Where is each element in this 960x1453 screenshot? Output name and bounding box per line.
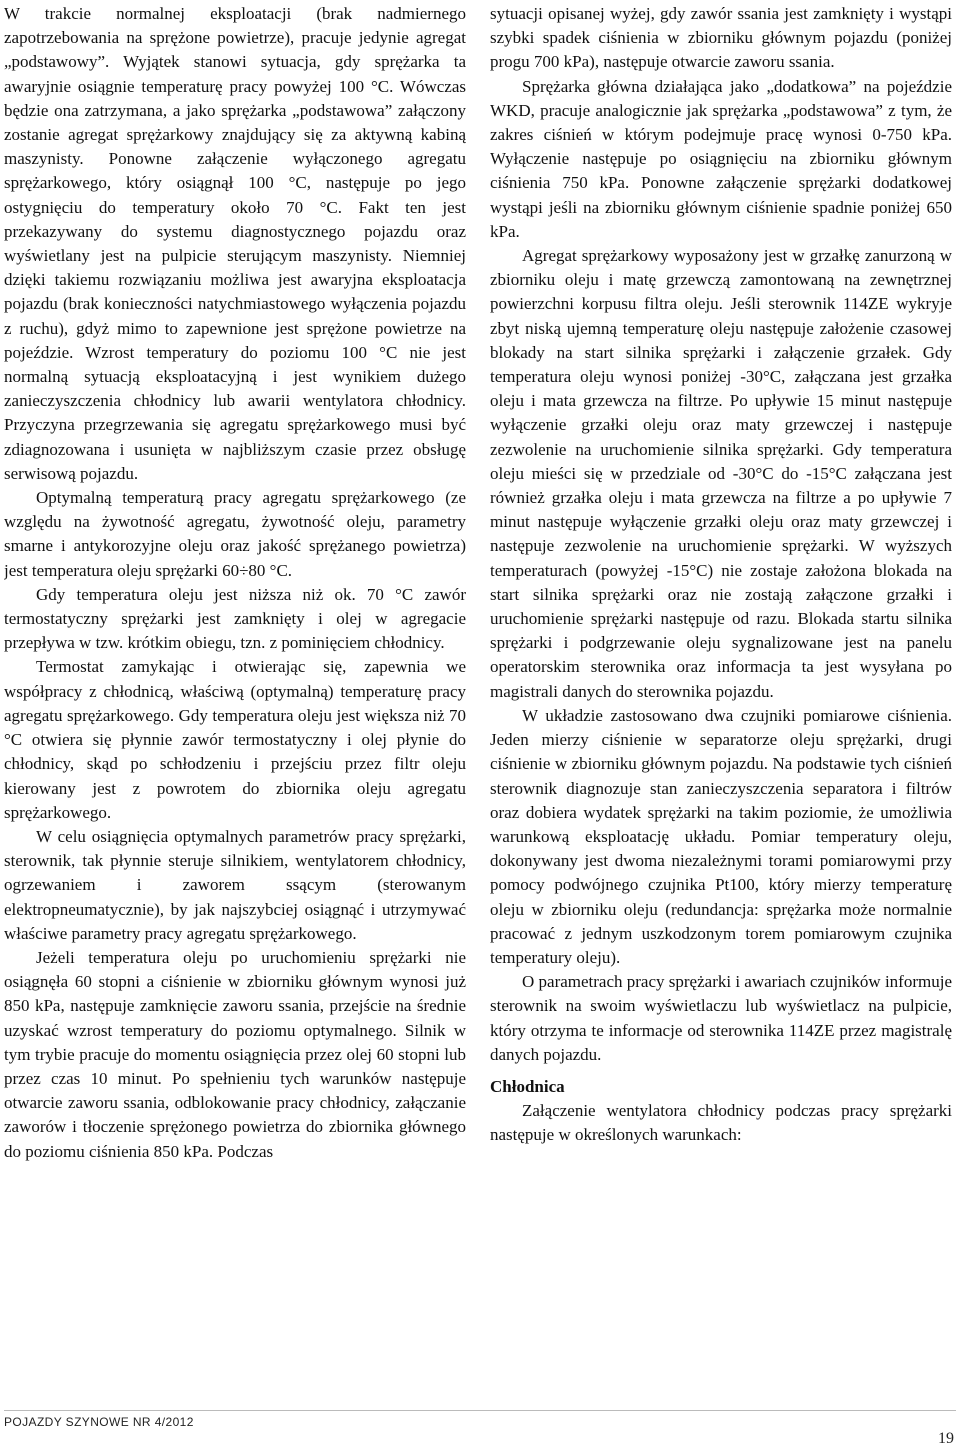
paragraph: Optymalną temperaturą pracy agregatu sprężarkowego (ze względu na żywotność agregatu, żywotność oleju, parametry smarne i antykorozyjne oleju oraz jakość sprężanego powietrza) jest temperatura oleju sprężarki 60÷80 °C. <box>4 488 466 580</box>
paragraph: Gdy temperatura oleju jest niższa niż ok. 70 °C zawór termostatyczny sprężarki jest zamknięty i olej w agregacie przepływa w tzw. krótkim obiegu, tzn. z pominięciem chłodnicy. <box>4 584 466 653</box>
paragraph: sytuacji opisanej wyżej, gdy zawór ssania jest zamknięty i wystąpi szybki spadek ciśnienia w zbiorniku głównym pojazdu (poniżej progu 700 kPa), następuje otwarcie zaworu ssania. <box>490 4 952 72</box>
paragraph: O parametrach pracy sprężarki i awariach czujników informuje sterownik na swoim wyświetlaczu lub wyświetlacz na pulpicie, który otrzyma te informacje od sterownika 114ZE przez magistralę danych pojazdu. <box>490 972 952 1064</box>
journal-footer: POJAZDY SZYNOWE NR 4/2012 <box>4 1415 194 1429</box>
section-heading: Chłodnica <box>490 1076 565 1096</box>
paragraph: Załączenie wentylatora chłodnicy podczas pracy sprężarki następuje w określonych warunkach: <box>490 1101 952 1145</box>
paragraph: Sprężarka główna działająca jako „dodatkowa” na pojeździe WKD, pracuje analogicznie jak sprężarka „podstawowa” z tym, że zakres ciśnień w którym podejmuje pracę wynosi 0-750 kPa. Wyłączenie następuje po osiągnięciu na zbiorniku głównym ciśnienia 750 kPa. Ponowne załączenie sprężarki dodatkowej wystąpi jeśli na zbiorniku głównym ciśnienie spadnie poniżej 650 kPa. <box>490 76 952 241</box>
paragraph: W układzie zastosowano dwa czujniki pomiarowe ciśnienia. Jeden mierzy ciśnienie w separatorze oleju sprężarki, drugi ciśnienie w zbiorniku głównym pojazdu. Na podstawie tych ciśnień sterownik diagnozuje stan zanieczyszczenia separatora i filtrów oraz dobiera wydatek sprężarki na takim poziomie, że umożliwia warunkową eksploatację układu. Pomiar temperatury oleju, dokonywany jest dwoma niezależnymi torami pomiarowymi przy pomocy podwójnego czujnika Pt100, który mierzy temperaturę oleju w zbiorniku oleju (redundancja: sprężarka może normalnie pracować z jednym uszkodzonym torem pomiarowym czujnika temperatury oleju). <box>490 705 952 967</box>
page-number: 19 <box>938 1430 954 1447</box>
paragraph: W celu osiągnięcia optymalnych parametrów pracy sprężarki, sterownik, tak płynnie steruje silnikiem, wentylatorem chłodnicy, ogrzewaniem i zaworem ssącym (sterowanym elektropneumatycznie), by jak najszybciej osiągnąć i utrzymywać właściwe parametry pracy agregatu sprężarkowego. <box>4 826 466 943</box>
footer-divider <box>4 1410 956 1411</box>
paragraph: Jeżeli temperatura oleju po uruchomieniu sprężarki nie osiągnęła 60 stopni a ciśnienie w zbiorniku głównym wynosi już 850 kPa, następuje zamknięcie zaworu ssania, przejście na średnie uzyskać wzrost temperatury do poziomu optymalnego. Silnik w tym trybie pracuje do momentu osiągnięcia przez olej 60 stopni lub przez czas 10 minut. Po spełnieniu tych warunków następuje otwarcie zaworu ssania, odblokowanie pracy chłodnicy, załączanie zaworów i tłoczenie sprężonego powietrza do zbiornika głównego do poziomu ciśnienia 850 kPa. Podczas <box>4 947 466 1161</box>
right-column <box>490 2 952 1397</box>
paragraph: Termostat zamykając i otwierając się, zapewnia we współpracy z chłodnicą, właściwą (optymalną) temperaturę pracy agregatu sprężarkowego. Gdy temperatura oleju jest większa niż 70 °C otwiera się płynnie zawór termostatyczny i olej płynie do chłodnicy, skąd po schłodzeniu i przejściu przez filtr oleju kierowany jest z powrotem do zbiornika oleju agregatu sprężarkowego. <box>4 657 466 822</box>
left-column <box>4 2 466 1397</box>
paragraph: W trakcie normalnej eksploatacji (brak nadmiernego zapotrzebowania na sprężone powietrze), pracuje jedynie agregat „podstawowy”. Wyjątek stanowi sytuacja, gdy sprężarka ta awaryjnie osiągnie temperaturę pracy powyżej 100 °C. Wówczas będzie ona zatrzymana, a jako sprężarka „podstawowa” załączony zostanie agregat sprężarkowy znajdujący się za aktywną kabiną maszynisty. Ponowne załączenie wyłączonego agregatu sprężarkowego, który osiągnął 100 °C, następuje po jego ostygnięciu do temperatury około 70 °C. Fakt ten jest przekazywany do systemu diagnostycznego pojazdu oraz wyświetlany jest na pulpicie sterującym maszynisty. Niemniej dzięki takiemu rozwiązaniu możliwa jest awaryjna eksploatacja pojazdu (brak konieczności natychmiastowego wyłączenia pojazdu z ruchu), gdyż mimo to zapewnione jest sprężone powietrze na pojeździe. Wzrost temperatury do poziomu 100 °C nie jest normalną sytuacją eksploatacyjną i jest wynikiem dużego zanieczyszczenia chłodnicy lub awarii wentylatora chłodnicy. Przyczyna przegrzewania się agregatu sprężarkowego musi być zdiagnozowana i usunięta w najbliższym czasie przez obsługę serwisową pojazdu. <box>4 4 466 483</box>
paragraph: Agregat sprężarkowy wyposażony jest w grzałkę zanurzoną w zbiorniku oleju i matę grzewczą zamontowaną na zewnętrznej powierzchni korpusu filtra oleju. Jeśli sterownik 114ZE wykryje zbyt niską ujemną temperaturę oleju następuje założenie czasowej blokady na start silnika sprężarki i załączenie grzałek. Gdy temperatura oleju wynosi poniżej -30°C, załączana jest grzałka oleju i mata grzewcza na filtrze. Po upływie 15 minut następuje wyłączenie grzałki oleju oraz maty grzewczej i następuje zezwolenie na uruchomienie silnika sprężarki. Gdy temperatura oleju mieści się w przedziale od -30°C do -15°C załączana jest również grzałka oleju i mata grzewcza na filtrze a po upływie 7 minut następuje wyłączenie grzałki oleju oraz maty grzewczej i następuje zezwolenie na uruchomienie sprężarki. W wyższych temperaturach (powyżej -15°C) nie zostaje założona blokada na start silnika sprężarki oraz nie zostają załączone grzałki i uruchomienie sprężarki następuje od razu. Blokada startu silnika sprężarki i podgrzewanie oleju sygnalizowane jest na panelu operatorskim sterownika oraz informacja ta jest wysyłana po magistrali danych do sterownika pojazdu. <box>490 246 952 701</box>
